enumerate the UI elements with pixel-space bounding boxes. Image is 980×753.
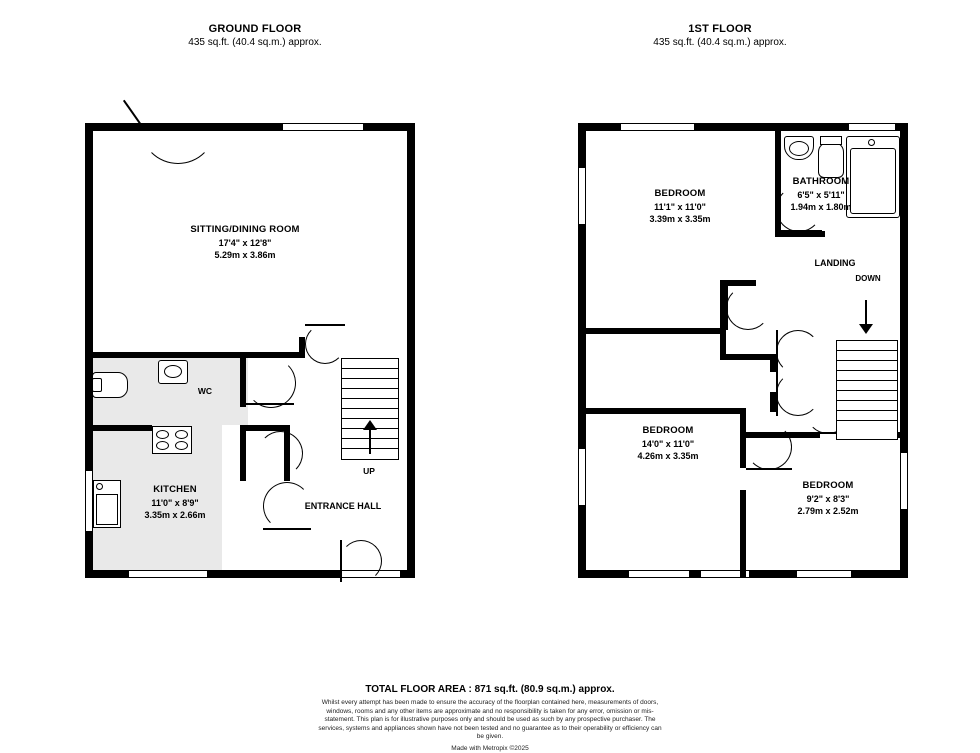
- stair-arrow-head-down: [859, 324, 873, 334]
- room-name-bathroom: BATHROOM: [792, 176, 850, 187]
- room-label-wc: WC: [197, 386, 213, 396]
- room-dim-imperial-bedroom-2: 14'0" x 11'0": [641, 438, 695, 449]
- stair-arrow-shaft-down: [865, 300, 867, 326]
- sink-tap-icon-kitchen: [96, 483, 103, 490]
- stairs-down-label: DOWN: [855, 274, 881, 283]
- stair-tread: [837, 400, 897, 401]
- hob-ring-1: [156, 430, 169, 439]
- room-name-sitting-dining: SITTING/DINING ROOM: [190, 224, 300, 235]
- room-dim-imperial-bedroom-1: 11'1" x 11'0": [654, 201, 706, 212]
- first-hall-wall-bottom: [720, 354, 776, 360]
- stair-tread: [837, 370, 897, 371]
- room-dim-metric-bedroom-1: 3.39m x 3.35m: [649, 214, 711, 224]
- ground-internal-wall-hall-top: [299, 337, 305, 358]
- room-name-kitchen: KITCHEN: [153, 484, 197, 495]
- window-first-top-left: [620, 123, 695, 131]
- stair-tread: [837, 350, 897, 351]
- window-first-bottom-right: [796, 570, 852, 578]
- window-first-left-bedroom2: [578, 448, 586, 506]
- door-leaf-hall: [263, 528, 311, 530]
- door-arc-patio: [140, 88, 216, 164]
- window-ground-top: [282, 123, 364, 131]
- stair-arrow-shaft-up: [369, 428, 371, 454]
- door-arc-front: [340, 540, 382, 582]
- door-leaf-front: [340, 540, 342, 582]
- toilet-icon-bathroom: [818, 142, 844, 178]
- first-floor-area: 435 sq.ft. (40.4 sq.m.) approx.: [653, 37, 787, 48]
- room-label-bedroom-2: [588, 425, 748, 463]
- ground-floor-area: 435 sq.ft. (40.4 sq.m.) approx.: [188, 37, 322, 48]
- room-name-bedroom-1: BEDROOM: [654, 188, 706, 199]
- footer: [0, 684, 980, 753]
- door-leaf-bedroom1: [726, 286, 728, 330]
- first-bedroom2-wall-top: [586, 408, 746, 414]
- total-floor-area: TOTAL FLOOR AREA : 871 sq.ft. (80.9 sq.m.) approx.: [365, 684, 615, 695]
- hob-ring-2: [175, 430, 188, 439]
- door-leaf-bedroom2: [746, 468, 792, 470]
- first-bedroom1-wall-bottom: [586, 328, 726, 334]
- door-leaf-kitchen: [286, 431, 288, 476]
- ground-wc-wall-vertical: [240, 352, 246, 407]
- stair-tread: [342, 388, 398, 389]
- room-name-bedroom-3: BEDROOM: [802, 480, 854, 491]
- door-leaf-patio: [123, 100, 141, 125]
- hob-ring-4: [175, 441, 188, 450]
- room-dim-metric-bedroom-3: 2.79m x 2.52m: [797, 506, 859, 516]
- door-leaf-landing-2: [776, 372, 778, 416]
- room-dim-imperial-kitchen: 11'0" x 8'9": [151, 497, 199, 508]
- bathtub-tap-icon: [868, 139, 875, 146]
- door-arc-bedroom2: [746, 424, 792, 470]
- room-dim-imperial-bedroom-3: 9'2" x 8'3": [806, 493, 850, 504]
- stair-arrow-head-up: [363, 420, 377, 430]
- stair-tread: [342, 378, 398, 379]
- door-arc-sitting: [305, 324, 345, 364]
- door-arc-bedroom1: [726, 286, 770, 330]
- door-leaf-sitting: [305, 324, 345, 326]
- stairs-up-label: UP: [363, 466, 375, 476]
- stair-tread: [837, 410, 897, 411]
- window-ground-kitchen-left: [85, 470, 93, 532]
- room-dim-metric-bathroom: 1.94m x 1.80m: [790, 202, 852, 212]
- room-dim-metric-kitchen: 3.35m x 2.66m: [144, 510, 206, 520]
- room-name-bedroom-2: BEDROOM: [642, 425, 694, 436]
- room-label-sitting-dining: [125, 224, 365, 262]
- window-first-left-bedroom1: [578, 167, 586, 225]
- door-arc-kitchen: [258, 431, 303, 476]
- hob-ring-3: [156, 441, 169, 450]
- ground-wc-wall-vertical-2: [240, 425, 246, 481]
- room-label-kitchen: [105, 484, 245, 522]
- sink-bowl-icon-bathroom: [789, 141, 809, 156]
- first-floor-title: 1ST FLOOR: [688, 23, 752, 35]
- door-arc-wc: [246, 358, 296, 408]
- room-dim-imperial-bathroom: 6'5" x 5'11": [797, 189, 845, 200]
- stair-tread: [342, 398, 398, 399]
- window-first-top-right: [848, 123, 896, 131]
- room-label-bedroom-1: [600, 188, 760, 226]
- door-leaf-landing-1: [776, 330, 778, 374]
- ground-wall-top: [85, 123, 415, 131]
- stair-tread: [837, 390, 897, 391]
- ground-wall-right: [407, 123, 415, 578]
- stair-tread: [837, 360, 897, 361]
- disclaimer-text: Whilst every attempt has been made to ensure the accuracy of the floorplan contained here, measurements of doors, windows, rooms and any other items are approximate and no responsibility is taken for any error, omission or mis-statement. This plan is for illustrative purposes only and should be used as such by any prospective purchaser. The services, systems and appliances shown have not been tested and no guarantee as to their operability or efficiency can be given.: [318, 699, 662, 740]
- door-leaf-bathroom: [776, 230, 822, 232]
- first-bedroom-divider-bottom: [740, 490, 746, 578]
- room-dim-metric-sitting-dining: 5.29m x 3.86m: [214, 250, 276, 260]
- door-arc-landing-1: [776, 330, 820, 374]
- ground-kitchen-wall-horizontal: [92, 425, 152, 431]
- stair-tread: [837, 380, 897, 381]
- room-dim-metric-bedroom-2: 4.26m x 3.35m: [637, 451, 699, 461]
- room-label-bedroom-3: [748, 480, 908, 518]
- room-dim-imperial-sitting-dining: 17'4" x 12'8": [218, 237, 272, 248]
- toilet-cistern-icon-wc: [92, 378, 102, 392]
- stair-tread: [837, 420, 897, 421]
- window-ground-bottom-left: [128, 570, 208, 578]
- ground-floor-title: GROUND FLOOR: [208, 23, 302, 35]
- room-label-entrance-hall: ENTRANCE HALL: [304, 501, 382, 511]
- made-with-text: Made with Metropix ©2025: [451, 744, 529, 752]
- stair-tread: [342, 408, 398, 409]
- stair-tread: [342, 368, 398, 369]
- window-first-bottom-left: [628, 570, 690, 578]
- stair-tread: [342, 418, 398, 419]
- door-leaf-wc: [246, 403, 294, 405]
- sink-bowl-icon-wc: [164, 365, 182, 378]
- toilet-cistern-icon-bathroom: [820, 136, 842, 145]
- room-label-landing: LANDING: [814, 258, 856, 268]
- room-label-bathroom: [762, 176, 880, 214]
